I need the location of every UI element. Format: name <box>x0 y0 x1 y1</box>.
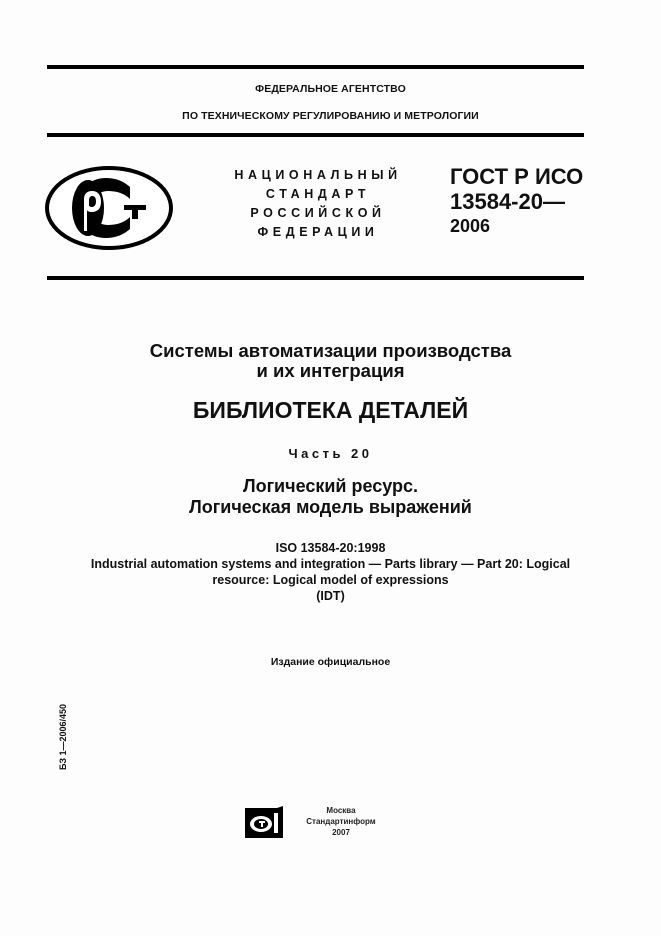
designation-year: 2006 <box>450 216 491 236</box>
national-line-2: СТАНДАРТ <box>265 187 371 201</box>
side-print-code: БЗ 1—2006/450 <box>58 703 68 770</box>
iso-number: ISO 13584-20:1998 <box>275 541 386 555</box>
publisher-block <box>286 805 396 838</box>
title-line-2: и их интеграция <box>256 360 405 381</box>
title-line-1: Системы автоматизации производства <box>149 340 512 361</box>
main-title: БИБЛИОТЕКА ДЕТАЛЕЙ <box>192 397 469 423</box>
header-rule <box>47 133 584 137</box>
agency-line-2: ПО ТЕХНИЧЕСКОМУ РЕГУЛИРОВАНИЮ И МЕТРОЛОГИИ <box>182 110 479 122</box>
national-standard-label <box>228 166 408 242</box>
official-edition-label: Издание официальное <box>270 656 391 668</box>
standard-designation <box>450 164 583 239</box>
iso-idt: (IDT) <box>316 589 345 603</box>
national-line-4: ФЕДЕРАЦИИ <box>257 225 379 239</box>
publisher-city: Москва <box>326 806 356 815</box>
national-line-3: РОССИЙСКОЙ <box>250 206 386 220</box>
national-line-1: НАЦИОНАЛЬНЫЙ <box>234 168 402 182</box>
iso-title-line-1: Industrial automation systems and integration — Parts library — Part 20: Logical <box>90 557 571 571</box>
section-rule <box>47 276 584 280</box>
publisher-year: 2007 <box>332 828 350 837</box>
agency-line-1: ФЕДЕРАЛЬНОЕ АГЕНТСТВО <box>255 83 406 95</box>
part-label: Часть 20 <box>288 446 373 461</box>
subtitle-line-2: Логическая модель выражений <box>189 497 472 517</box>
top-rule <box>47 65 584 69</box>
designation-line-1: ГОСТ Р ИСО <box>450 164 584 189</box>
iso-title-line-2: resource: Logical model of expressions <box>212 573 449 587</box>
gost-logo-icon <box>44 165 176 256</box>
standartinform-logo-icon <box>245 806 285 845</box>
publisher-name: Стандартинформ <box>306 817 376 826</box>
designation-line-2: 13584-20— <box>450 189 565 214</box>
subtitle-line-1: Логический ресурс. <box>242 476 419 496</box>
